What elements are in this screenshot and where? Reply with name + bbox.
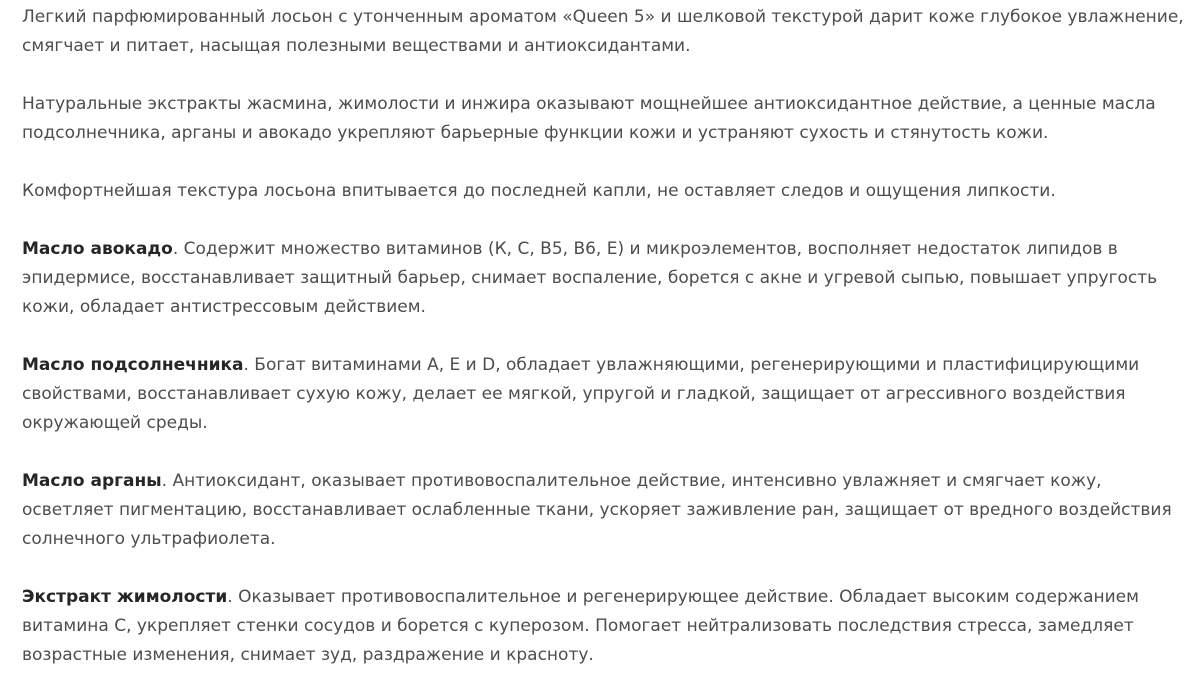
ingredient-description: . Богат витаминами А, Е и D, обладает увлажняющими, регенерирующими и пластифицирующими свойствами, восстанавливает сухую кожу, делает ее мягкой, упругой и гладкой, защищает от агрессивного воздействия окружающей среды. [22, 355, 1140, 433]
ingredient-argan-oil [22, 467, 1187, 554]
ingredient-avocado-oil [22, 235, 1187, 322]
ingredient-name: Масло арганы [22, 471, 162, 491]
ingredient-description: . Антиоксидант, оказывает противовоспалительное действие, интенсивно увлажняет и смягчает кожу, осветляет пигментацию, восстанавливает ослабленные ткани, ускоряет заживление ран, защищает от вредного воздействия солнечного ультрафиолета. [22, 471, 1172, 549]
ingredient-sunflower-oil [22, 351, 1187, 438]
intro-paragraph: Легкий парфюмированный лосьон с утонченным ароматом «Queen 5» и шелковой текстурой дарит коже глубокое увлажнение, смягчает и питает, насыщая полезными веществами и антиоксидантами. [22, 7, 1184, 56]
ingredient-description: . Содержит множество витаминов (К, С, В5, В6, Е) и микроэлементов, восполняет недостаток липидов в эпидермисе, восстанавливает защитный барьер, снимает воспаление, борется с акне и угревой сыпью, повышает упругость кожи, обладает антистрессовым действием. [22, 239, 1158, 317]
product-description [22, 3, 1187, 699]
extracts-paragraph: Натуральные экстракты жасмина, жимолости и инжира оказывают мощнейшее антиоксидантное действие, а ценные масла подсолнечника, арганы и авокадо укрепляют барьерные функции кожи и устраняют сухость и стянутость кожи. [22, 94, 1156, 143]
ingredient-description: . Оказывает противовоспалительное и регенерирующее действие. Обладает высоким содержанием витамина С, укрепляет стенки сосудов и борется с куперозом. Помогает нейтрализовать последствия стресса, замедляет возрастные изменения, снимает зуд, раздражение и красноту. [22, 587, 1139, 665]
ingredient-name: Масло авокадо [22, 239, 173, 259]
texture-paragraph: Комфортнейшая текстура лосьона впитывается до последней капли, не оставляет следов и ощущения липкости. [22, 181, 1056, 201]
ingredient-name: Экстракт жимолости [22, 587, 228, 607]
ingredient-honeysuckle-extract [22, 583, 1187, 670]
ingredient-name: Масло подсолнечника [22, 355, 244, 375]
